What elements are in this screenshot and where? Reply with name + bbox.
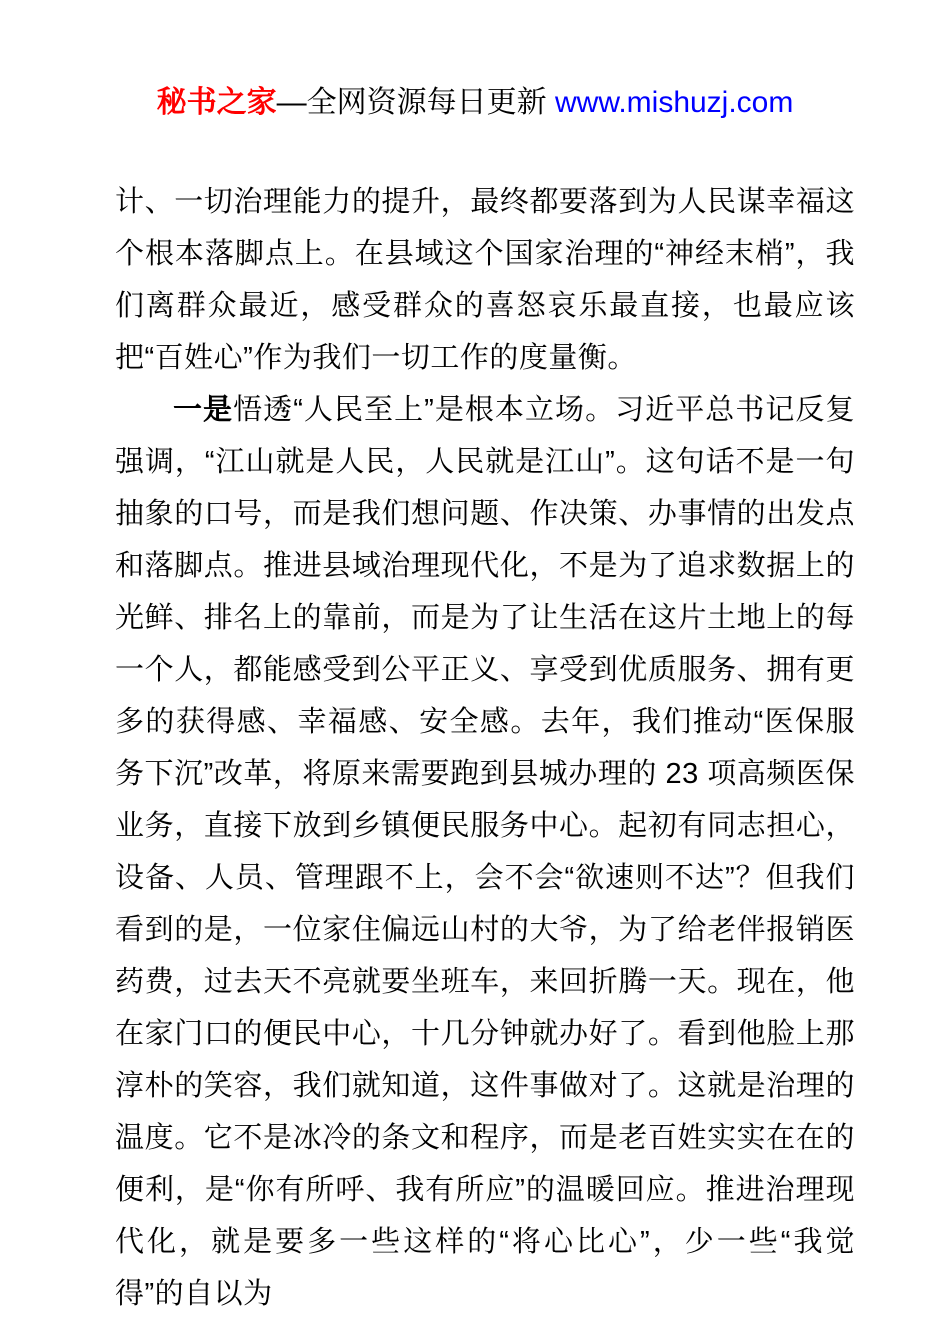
paragraph-point-one [115, 384, 855, 1320]
header-tagline: 全网资源每日更新 [306, 86, 555, 119]
paragraph-continuation [115, 176, 855, 384]
paragraph-1-text: 计、一切治理能力的提升，最终都要落到为人民谋幸福这个根本落脚点上。在县域这个国家治理的“神经末梢”，我们离群众最近，感受群众的喜怒哀乐最直接，也最应该把“百姓心”作为我们一切工作的度量衡。 [115, 186, 855, 374]
paragraph-2-text: 悟透“人民至上”是根本立场。习近平总书记反复强调，“江山就是人民，人民就是江山”。这句话不是一句抽象的口号，而是我们想问题、作决策、办事情的出发点和落脚点。推进县域治理现代化，不是为了追求数据上的光鲜、排名上的靠前，而是为了让生活在这片土地上的每一个人，都能感受到公平正义、享受到优质服务、拥有更多的获得感、幸福感、安全感。去年，我们推动“医保服务下沉”改革，将原来需要跑到县城办理的 23 项高频医保业务，直接下放到乡镇便民服务中心。起初有同志担心，设备、人员、管理跟不上，会不会“欲速则不达”？但我们看到的是，一位家住偏远山村的大爷，为了给老伴报销医药费，过去天不亮就要坐班车，来回折腾一天。现在，他在家门口的便民中心，十几分钟就办好了。看到他脸上那淳朴的笑容，我们就知道，这件事做对了。这就是治理的温度。它不是冰冷的条文和程序，而是老百姓实实在在的便利，是“你有所呼、我有所应”的温暖回应。推进治理现代化，就是要多一些这样的“将心比心”，少一些“我觉得”的自以为 [115, 394, 855, 1310]
document-body [115, 176, 855, 1320]
paragraph-2-lead: 一是 [173, 394, 234, 426]
site-header [0, 86, 950, 120]
site-name: 秘书之家 [156, 86, 277, 119]
header-separator: — [276, 86, 307, 119]
site-url-link[interactable]: www.mishuzj.com [554, 86, 794, 119]
